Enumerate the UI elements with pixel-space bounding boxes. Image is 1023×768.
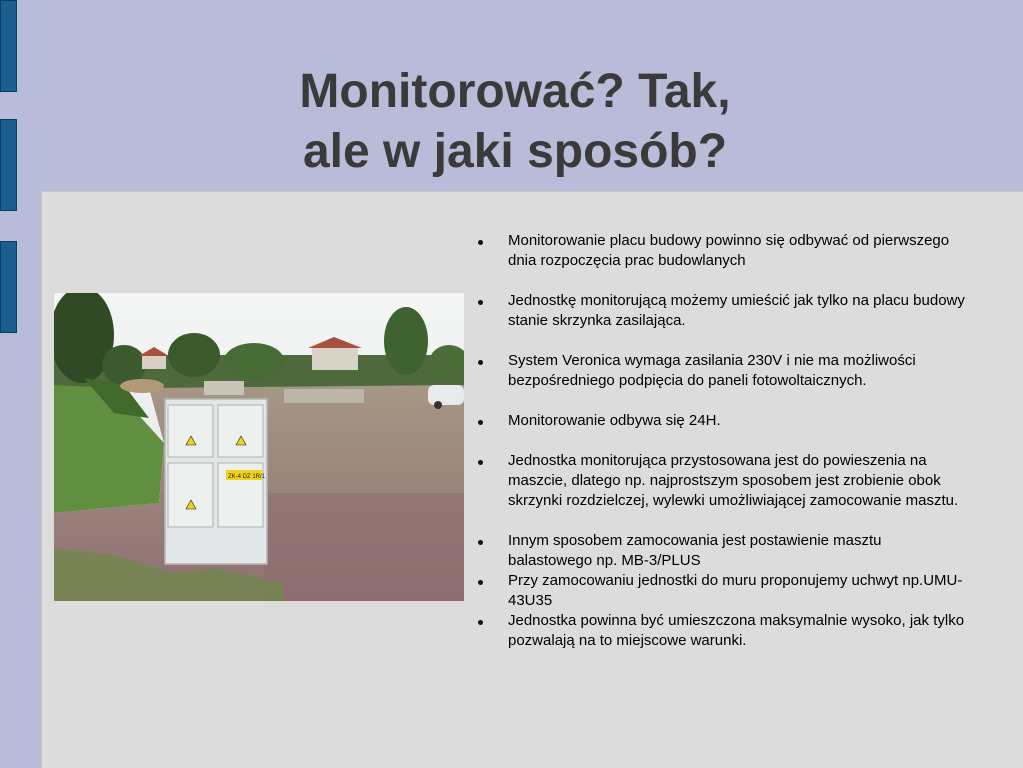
bullet-list (476, 231, 966, 651)
bullet-item-3: System Veronica wymaga zasilania 230V i nie ma możliwości bezpośredniego podpięcia do paneli fotowoltaicznych. (476, 351, 966, 391)
slide-title-line-2: ale w jaki sposób? (302, 125, 728, 178)
bullet-item-2: Jednostkę monitorującą możemy umieścić jak tylko na placu budowy stanie skrzynka zasilająca. (476, 291, 966, 331)
side-tab-2 (0, 119, 17, 211)
bullet-item-5: Jednostka monitorująca przystosowana jest do powieszenia na maszcie, dlatego np. najprostszym sposobem jest zrobienie obok skrzynki rozdzielczej, wylewki umożliwiającej zamocowanie masztu. (476, 451, 966, 511)
slide-title (120, 62, 910, 182)
bullet-item-6: Innym sposobem zamocowania jest postawienie masztu balastowego np. MB-3/PLUS (476, 531, 966, 571)
bullet-item-1: Monitorowanie placu budowy powinno się odbywać od pierwszego dnia rozpoczęcia prac budowlanych (476, 231, 966, 271)
electrical-box-label: ZK-4 DZ 1R/1 (228, 474, 266, 480)
slide-title-line-1: Monitorować? Tak, (299, 65, 731, 118)
construction-site-photo (54, 293, 464, 601)
side-tab-3 (0, 241, 17, 333)
bullet-item-7: Przy zamocowaniu jednostki do muru proponujemy uchwyt np.UMU-43U35 (476, 571, 966, 611)
bullet-item-4: Monitorowanie odbywa się 24H. (476, 411, 966, 431)
bullet-item-8: Jednostka powinna być umieszczona maksymalnie wysoko, jak tylko pozwalają na to miejscowe warunki. (476, 611, 966, 651)
side-tab-1 (0, 0, 17, 92)
